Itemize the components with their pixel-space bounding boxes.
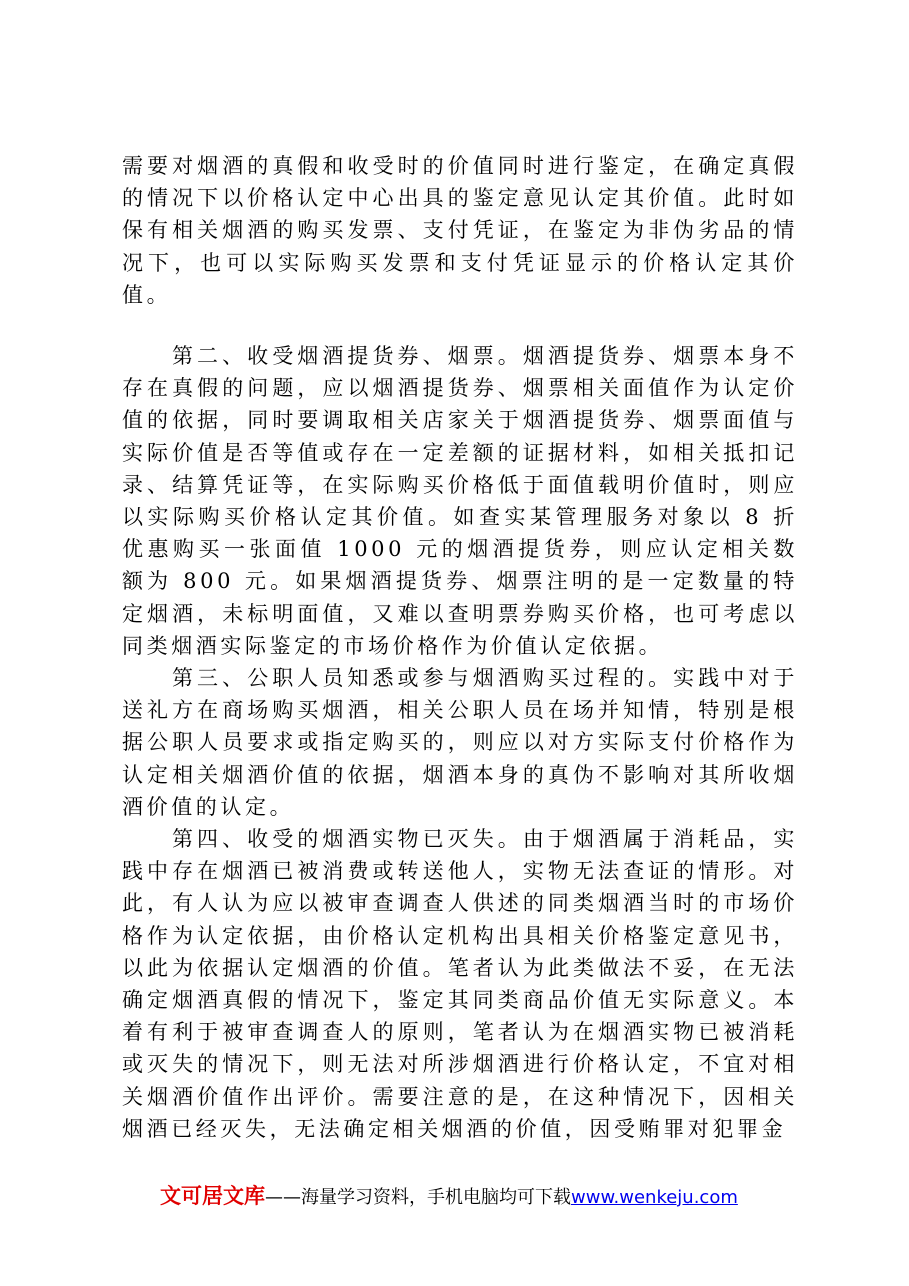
document-body — [122, 150, 798, 1145]
paragraph-continuation: 需要对烟酒的真假和收受时的价值同时进行鉴定，在确定真假的情况下以价格认定中心出具的鉴定意见认定其价值。此时如保有相关烟酒的购买发票、支付凭证，在鉴定为非伪劣品的情况下，也可以实际购买发票和支付凭证显示的价格认定其价值。 — [122, 154, 798, 307]
page-footer — [160, 1182, 780, 1212]
footer-brand: 文可居文库 — [160, 1184, 265, 1208]
footer-site-link[interactable]: www.wenkeju.com — [571, 1187, 738, 1208]
footer-tagline: ——海量学习资料，手机电脑均可下载 — [265, 1187, 571, 1208]
paragraph-second-point: 第二、收受烟酒提货券、烟票。烟酒提货券、烟票本身不存在真假的问题，应以烟酒提货券、烟票相关面值作为认定价值的依据，同时要调取相关店家关于烟酒提货券、烟票面值与实际价值是否等值或存在一定差额的证据材料，如相关抵扣记录、结算凭证等，在实际购买价格低于面值载明价值时，则应以实际购买价格认定其价值。如查实某管理服务对象以 8 折优惠购买一张面值 1000 元的烟酒提货券，则应认定相关数额为 800 元。如果烟酒提货券、烟票注明的是一定数量的特定烟酒，未标明面值，又难以查明票券购买价格，也可考虑以同类烟酒实际鉴定的市场价格作为价值认定依据。 — [122, 344, 798, 658]
paragraph-third-point: 第三、公职人员知悉或参与烟酒购买过程的。实践中对于送礼方在商场购买烟酒，相关公职人员在场并知情，特别是根据公职人员要求或指定购买的，则应以对方实际支付价格作为认定相关烟酒价值的依据，烟酒本身的真伪不影响对其所收烟酒价值的认定。 — [122, 666, 798, 819]
paragraph-fourth-point: 第四、收受的烟酒实物已灭失。由于烟酒属于消耗品，实践中存在烟酒已被消费或转送他人，实物无法查证的情形。对此，有人认为应以被审查调查人供述的同类烟酒当时的市场价格作为认定依据，由价格认定机构出具相关价格鉴定意见书，以此为依据认定烟酒的价值。笔者认为此类做法不妥，在无法确定烟酒真假的情况下，鉴定其同类商品价值无实际意义。本着有利于被审查调查人的原则，笔者认为在烟酒实物已被消耗或灭失的情况下，则无法对所涉烟酒进行价格认定，不宜对相关烟酒价值作出评价。需要注意的是，在这种情况下，因相关烟酒已经灭失，无法确定相关烟酒的价值，因受贿罪对犯罪金 — [122, 827, 798, 1141]
